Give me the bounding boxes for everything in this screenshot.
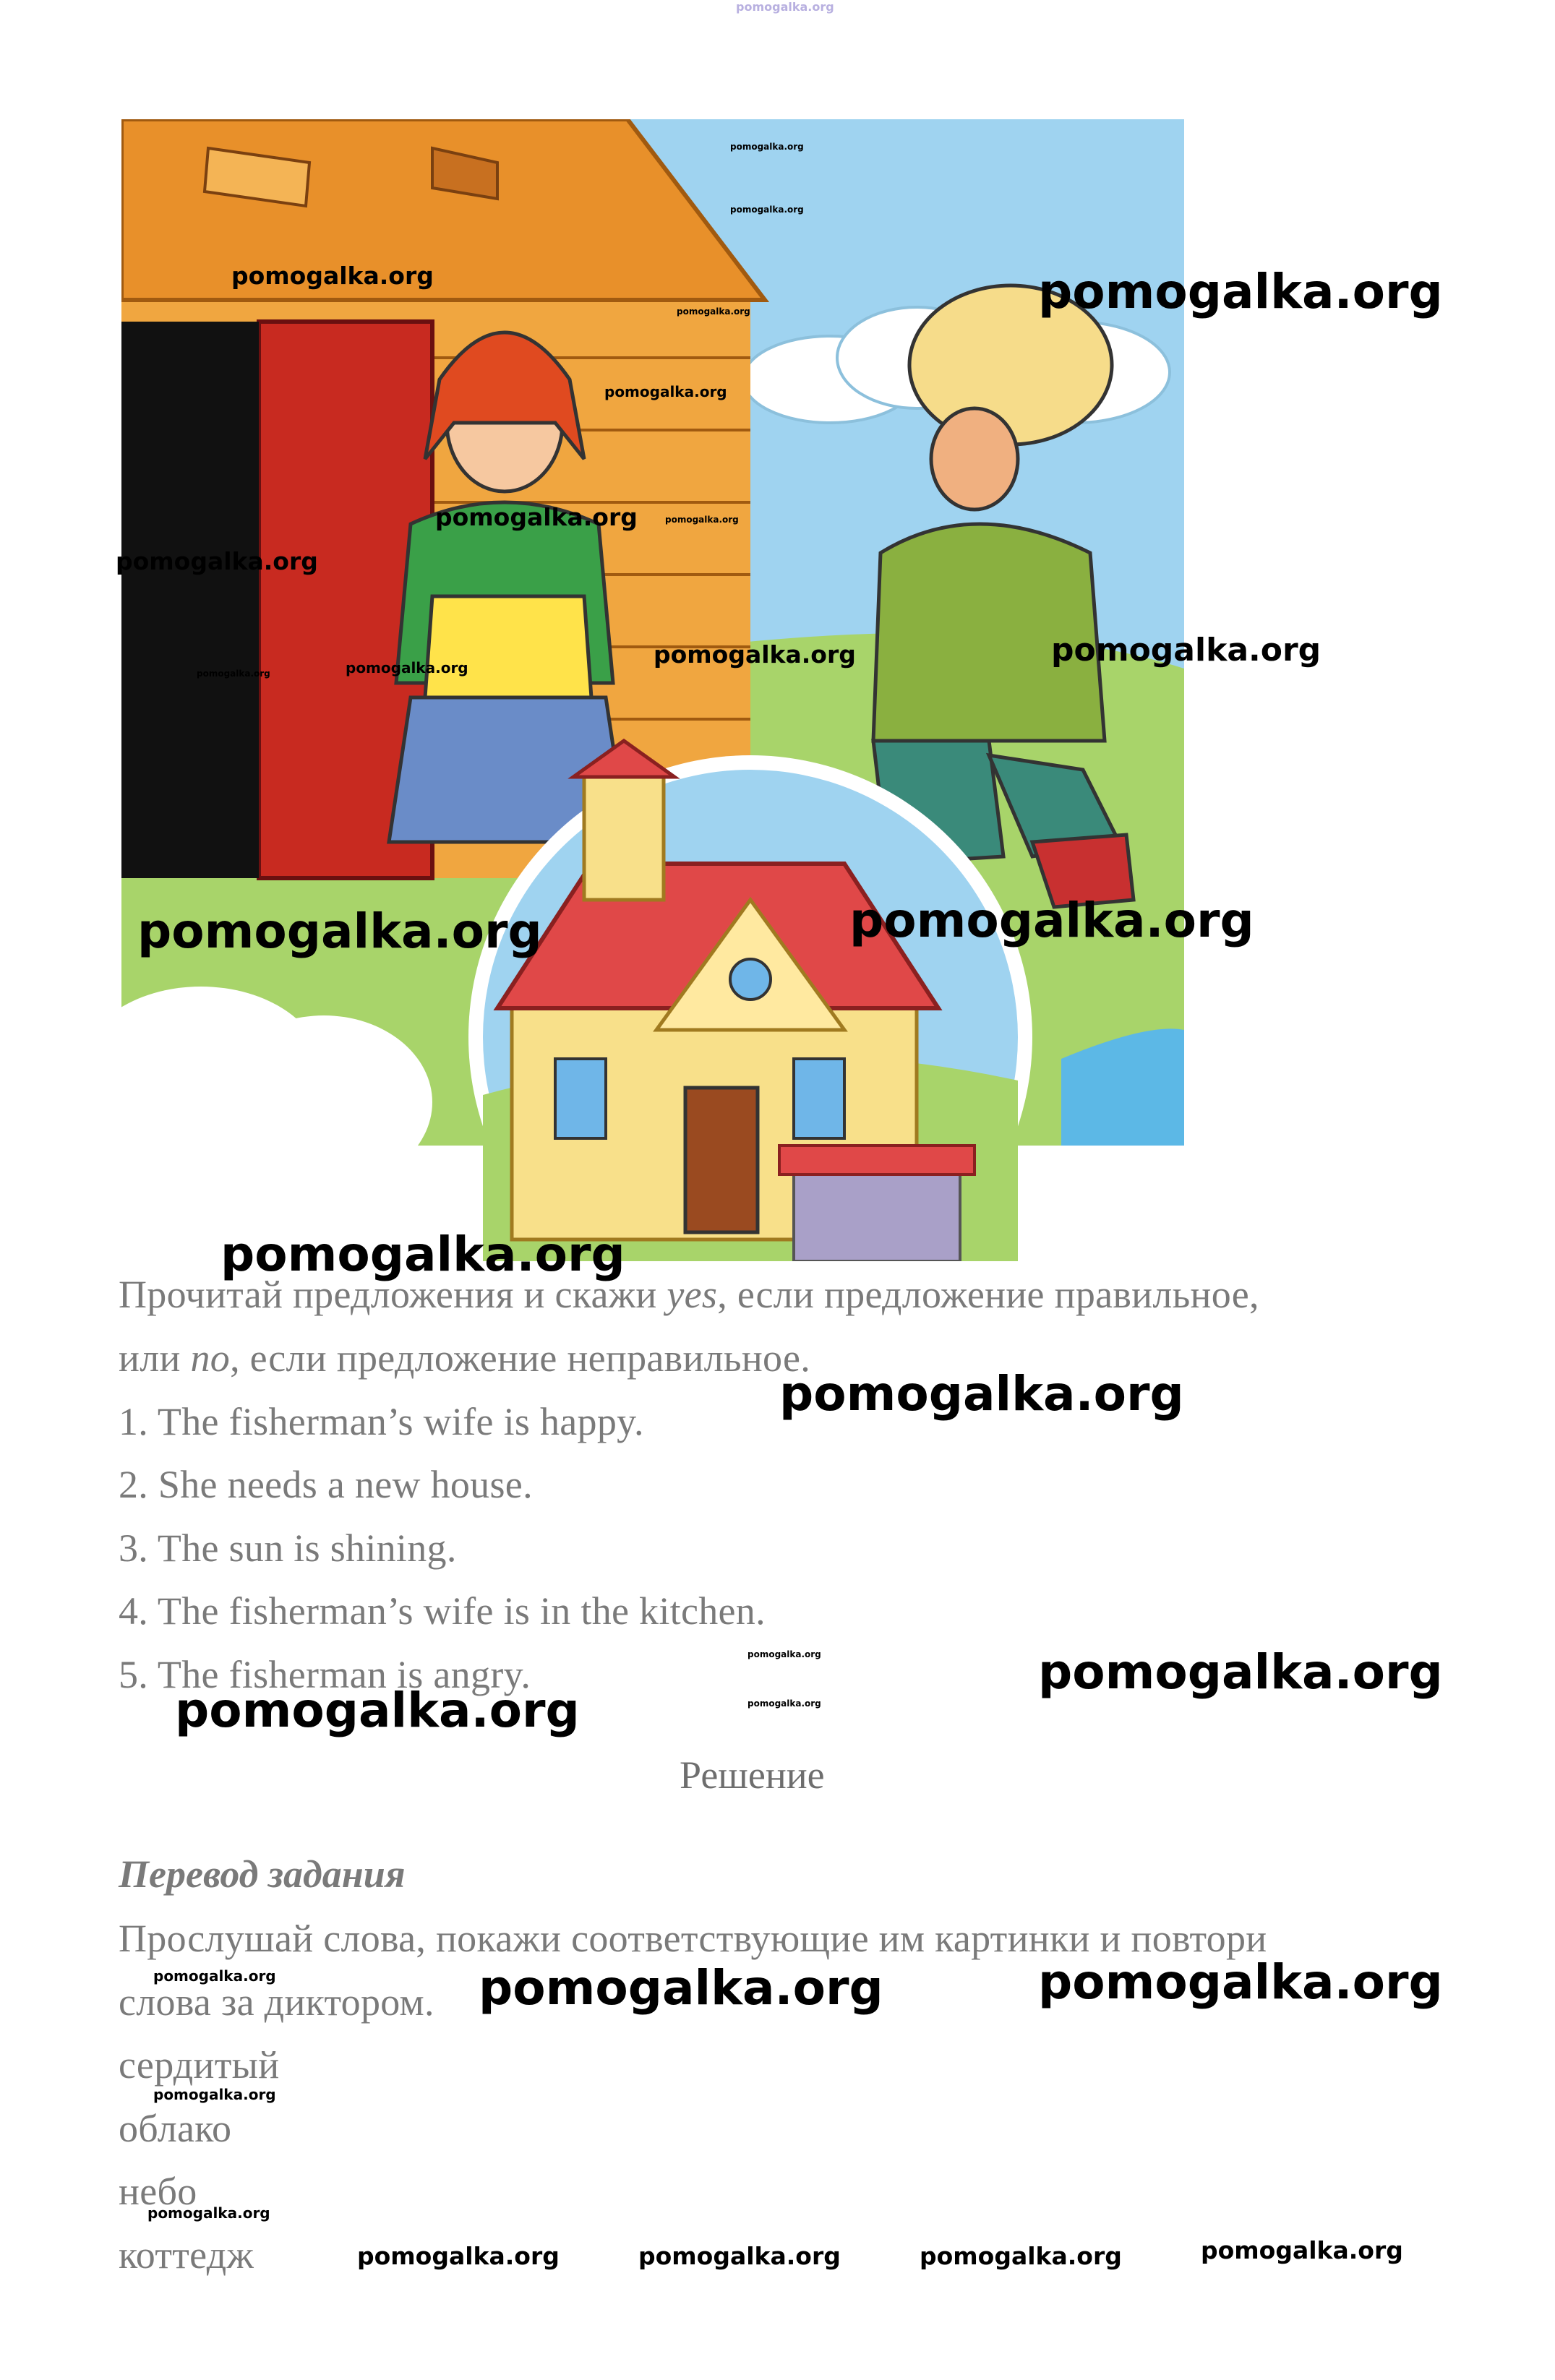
task-instruction-line-1: Прочитай предложения и скажи yes, если предложение правильное, bbox=[119, 1273, 1259, 1316]
watermark: pomogalka.org bbox=[153, 1967, 276, 1985]
watermark: pomogalka.org bbox=[1038, 264, 1443, 319]
watermark: pomogalka.org bbox=[920, 2242, 1122, 2270]
watermark: pomogalka.org bbox=[435, 503, 638, 531]
watermark: pomogalka.org bbox=[654, 640, 856, 669]
watermark: pomogalka.org bbox=[604, 383, 727, 400]
word-angry: сердитый bbox=[119, 2043, 280, 2087]
watermark: pomogalka.org bbox=[220, 1226, 625, 1282]
sentence-5: 5. The fisherman is angry. bbox=[119, 1653, 531, 1696]
watermark: pomogalka.org bbox=[346, 659, 468, 676]
watermark: pomogalka.org bbox=[1038, 1954, 1443, 2010]
translation-heading: Перевод задания bbox=[119, 1852, 406, 1896]
watermark: pomogalka.org bbox=[1201, 2236, 1403, 2264]
watermark: pomogalka.org bbox=[1038, 1644, 1443, 1700]
watermark: pomogalka.org bbox=[231, 262, 434, 290]
watermark: pomogalka.org bbox=[357, 2242, 560, 2270]
task-instruction-line-2: или no, если предложение неправильное. bbox=[119, 1336, 811, 1380]
watermark: pomogalka.org bbox=[153, 2086, 276, 2103]
sentence-1: 1. The fisherman’s wife is happy. bbox=[119, 1400, 644, 1443]
sentence-4: 4. The fisherman’s wife is in the kitchen. bbox=[119, 1589, 766, 1633]
watermark: pomogalka.org bbox=[137, 903, 542, 959]
sentence-2: 2. She needs a new house. bbox=[119, 1463, 533, 1506]
watermark: pomogalka.org bbox=[747, 1649, 821, 1659]
watermark: pomogalka.org bbox=[147, 2204, 270, 2222]
watermark: pomogalka.org bbox=[665, 515, 739, 525]
word-cloud: облако bbox=[119, 2107, 232, 2150]
watermark: pomogalka.org bbox=[747, 1698, 821, 1709]
watermark: pomogalka.org bbox=[677, 306, 750, 317]
top-watermark: pomogalka.org bbox=[736, 0, 834, 14]
sentence-3: 3. The sun is shining. bbox=[119, 1526, 457, 1570]
watermark: pomogalka.org bbox=[175, 1683, 580, 1738]
watermark: pomogalka.org bbox=[116, 547, 318, 575]
watermark: pomogalka.org bbox=[197, 669, 270, 679]
watermark: pomogalka.org bbox=[730, 205, 804, 215]
watermark: pomogalka.org bbox=[479, 1960, 883, 2016]
watermark: pomogalka.org bbox=[849, 893, 1254, 948]
watermark: pomogalka.org bbox=[779, 1366, 1184, 1422]
word-sky: небо bbox=[119, 2170, 197, 2213]
watermark: pomogalka.org bbox=[730, 142, 804, 152]
translation-line-1: Прослушай слова, покажи соответствующие им картинки и повтори bbox=[119, 1917, 1267, 1960]
solution-title: Решение bbox=[680, 1753, 825, 1797]
watermark: pomogalka.org bbox=[1051, 632, 1321, 669]
word-cottage: коттедж bbox=[119, 2233, 254, 2277]
translation-line-2: слова за диктором. bbox=[119, 1980, 434, 2024]
watermark: pomogalka.org bbox=[638, 2242, 841, 2270]
